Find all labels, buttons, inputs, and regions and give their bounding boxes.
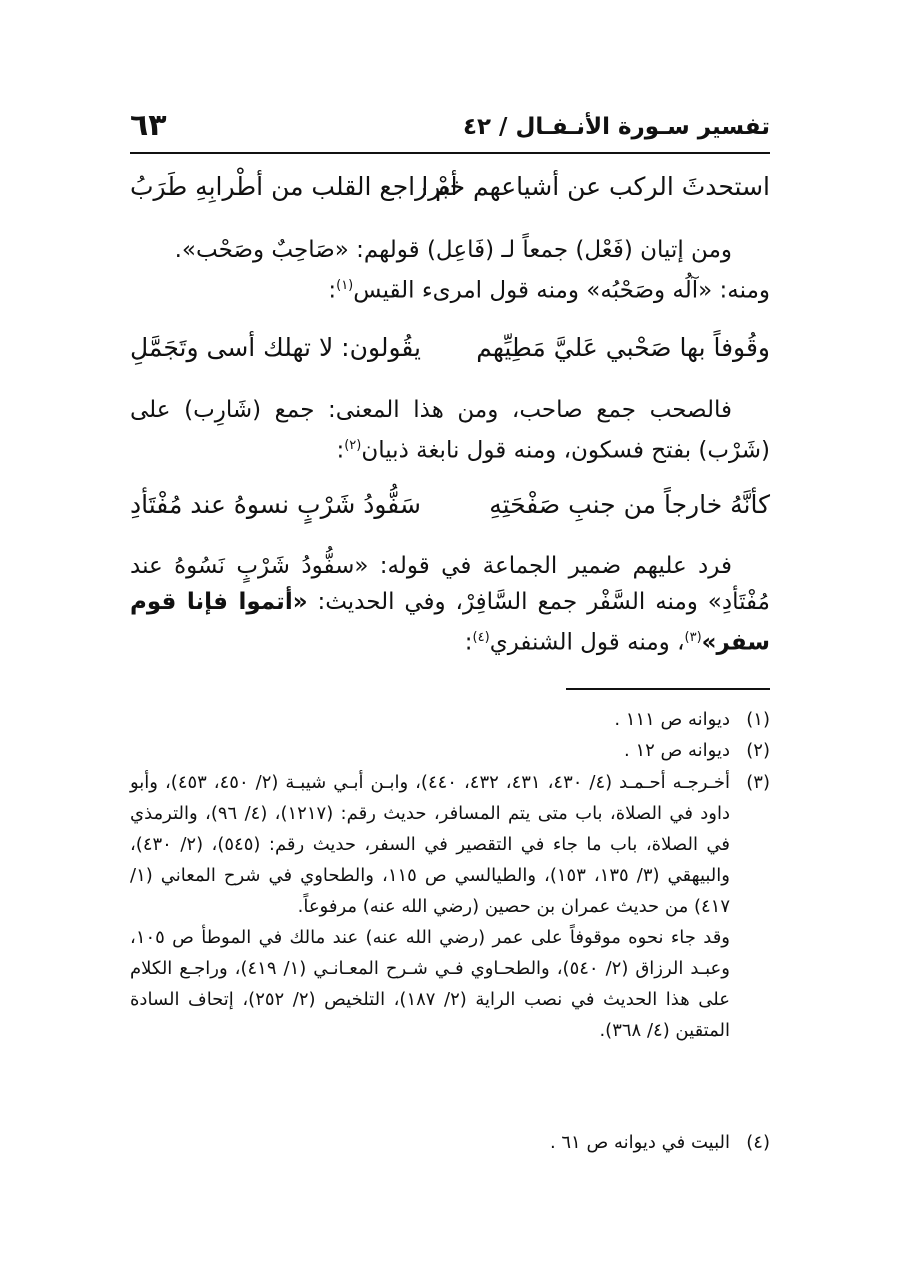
- paragraph-1-colon: :: [328, 277, 337, 304]
- footnote-1-number: (١): [746, 709, 770, 730]
- paragraph-1: [130, 232, 770, 309]
- header-rule: [130, 152, 770, 154]
- paragraph-1-line-1: ومن إتيان (فَعْل) جمعاً لـ (فَاعِل) قولهم: «صَاحِبٌ وصَحْب».: [174, 237, 732, 263]
- verse-2: [130, 333, 770, 373]
- paragraph-3: [130, 548, 770, 661]
- footnote-2: [130, 735, 770, 766]
- footnote-3-text: أخـرجـه أحـمـد (٤/ ٤٣٠، ٤٣١، ٤٣٢، ٤٤٠)، وابـن أبـي شيبـة (٢/ ٤٥٠، ٤٥٣)، وأبو داود في الصلاة، باب متى يتم المسافر، حديث رقم: (١٢١٧)، (٤/ ٩٦)، والترمذي في الصلاة، باب ما جاء في التقصير في السفر، حديث رقم: (٥٤٥)، (٢/ ٤٣٠)، والبيهقي (٣/ ١٣٥، ١٥٣)، والطيالسي ص ١١٥، والطحاوي في شرح المعاني (١/ ٤١٧) من حديث عمران بن حصين (رضي الله عنه) مرفوعاً.: [130, 772, 731, 917]
- hadith-quote: «أتموا فإنا قوم سفر»: [130, 589, 770, 656]
- footnote-4-number: (٤): [746, 1132, 770, 1153]
- footnote-ref-4[interactable]: (٤): [472, 630, 490, 645]
- footnote-separator: [566, 688, 770, 690]
- verse-1-second-hemistich: أمْ راجع القلب من أطْرابِهِ طَرَبُ: [130, 172, 458, 201]
- footnote-3-number: (٣): [746, 772, 770, 793]
- paragraph-2-text: فالصحب جمع صاحب، ومن هذا المعنى: جمع (شَارِب) على (شَرْب) بفتح فسكون، ومنه قول نابغة ذبيان: [130, 397, 770, 464]
- footnote-4-text: البيت في ديوانه ص ٦١ .: [549, 1132, 730, 1153]
- paragraph-2-colon: :: [336, 437, 345, 464]
- running-header-title: تفسير سـورة الأنـفـال / ٤٢: [462, 114, 770, 140]
- footnote-2-number: (٢): [746, 740, 770, 761]
- paragraph-3-colon: :: [464, 629, 473, 656]
- verse-3-second-hemistich: سَفُّودُ شَرْبٍ نسوهُ عند مُفْتَأدِ: [130, 490, 421, 519]
- paragraph-2: [130, 392, 770, 469]
- verse-3-first-hemistich: كأنَّهُ خارجاً من جنبِ صَفْحَتِهِ: [489, 490, 770, 519]
- verse-1-first-hemistich: استحدثَ الركب عن أشياعهم خبرا: [421, 172, 770, 201]
- verse-3: [130, 490, 770, 530]
- page-number: ٦٣: [130, 108, 167, 143]
- paragraph-3-text: فرد عليهم ضمير الجماعة في قوله: «سفُّودُ شَرْبٍ نَسُوهُ عند مُفْتَأدِ» ومنه السَّفْر جمع السَّافِرْ، وفي الحديث:: [130, 553, 770, 615]
- footnote-3: [130, 767, 770, 1046]
- footnote-ref-2[interactable]: (٢): [344, 438, 362, 453]
- verse-2-first-hemistich: وقُوفاً بها صَحْبي عَليَّ مَطِيِّهم: [476, 333, 770, 362]
- paragraph-1-text: ومنه: «آلُه وصَحْبُه» ومنه قول امرىء القيس: [353, 277, 770, 304]
- footnote-1: [130, 704, 770, 735]
- paragraph-2-text-block: [130, 392, 770, 469]
- footnote-3-continuation: وقد جاء نحوه موقوفاً على عمر (رضي الله عنه) عند مالك في الموطأ ص ١٠٥، وعبـد الرزاق (٢/ ٥٤٠)، والطحـاوي فـي شـرح المعـانـي (١/ ٤١٩)، وراجـع الكلام على هذا الحديث في نصب الراية (٢/ ١٨٧)، التلخيص (٢/ ٢٥٢)، إتحاف السادة المتقين (٤/ ٣٦٨).: [130, 927, 730, 1041]
- footnote-1-text: ديوانه ص ١١١ .: [614, 709, 730, 730]
- verse-1: [130, 172, 770, 212]
- footnote-ref-1[interactable]: (١): [336, 278, 354, 293]
- footnote-4: [130, 1127, 770, 1158]
- footnote-2-text: ديوانه ص ١٢ .: [624, 740, 730, 761]
- verse-2-second-hemistich: يقُولون: لا تهلك أسى وتَجَمَّلِ: [130, 333, 421, 362]
- paragraph-3-mid-text: ، ومنه قول الشنفري: [489, 629, 685, 656]
- paragraph-1-line-2: [130, 268, 770, 309]
- paragraph-3-text-block: [130, 548, 770, 661]
- footnote-ref-3[interactable]: (٣): [684, 630, 702, 645]
